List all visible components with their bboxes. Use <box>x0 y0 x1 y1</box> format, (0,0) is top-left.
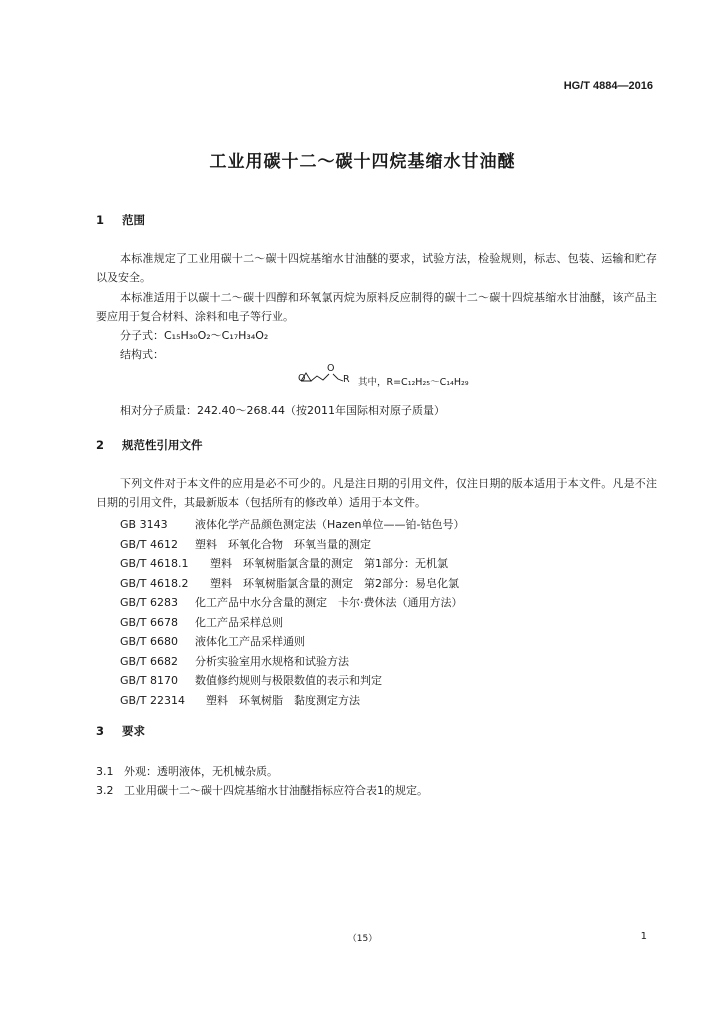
reference-item <box>120 536 371 552</box>
reference-item <box>120 516 465 532</box>
requirement-item <box>96 763 278 779</box>
reference-title: 塑料 环氧树脂氯含量的测定 第2部分：易皂化氯 <box>210 576 459 590</box>
scope-paragraph-1: 本标准规定了工业用碳十二～碳十四烷基缩水甘油醚的要求，试验方法，检验规则，标志、包装、运输和贮存以及安全。 <box>96 252 657 284</box>
reference-code: GB/T 6680 <box>120 635 178 648</box>
section-title: 要求 <box>122 724 145 738</box>
reference-title: 塑料 环氧树脂氯含量的测定 第1部分：无机氯 <box>210 557 448 570</box>
scope-paragraph-2: 本标准适用于以碳十二～碳十四醇和环氧氯丙烷为原料反应制得的碳十二～碳十四烷基缩水甘油醚，该产品主要应用于复合材料、涂料和电子等行业。 <box>96 291 657 323</box>
requirement-item <box>96 782 428 798</box>
reference-item <box>120 614 283 630</box>
requirement-text: 外观：透明液体，无机械杂质。 <box>124 765 278 778</box>
reference-code: GB/T 4618.2 <box>120 576 189 590</box>
r-group-label: R <box>343 374 350 385</box>
reference-code: GB/T 6682 <box>120 654 178 668</box>
requirement-number: 3.2 <box>96 784 114 797</box>
reference-title: 分析实验室用水规格和试验方法 <box>195 654 349 668</box>
reference-code: GB 3143 <box>120 518 168 531</box>
reference-item <box>120 692 360 708</box>
reference-item <box>120 594 463 610</box>
reference-title: 化工产品中水分含量的测定 卡尔·费休法（通用方法） <box>195 596 463 609</box>
section-title: 范围 <box>122 213 145 227</box>
reference-code: GB/T 4612 <box>120 537 178 551</box>
reference-code: GB/T 8170 <box>120 674 178 687</box>
reference-title: 液体化学产品颜色测定法（Hazen单位——铂-钴色号） <box>195 518 465 531</box>
r-group-definition: 其中，R=C₁₂H₂₅～C₁₄H₂₉ <box>358 377 469 388</box>
reference-item <box>120 633 305 649</box>
reference-item <box>120 555 448 571</box>
reference-code: GB/T 4618.1 <box>120 557 189 570</box>
reference-title: 液体化工产品采样通则 <box>195 635 305 648</box>
page-number: 1 <box>640 931 647 942</box>
ether-oxygen-label: O <box>327 363 335 374</box>
document-title: 工业用碳十二～碳十四烷基缩水甘油醚 <box>209 152 516 172</box>
reference-title: 数值修约规则与极限数值的表示和判定 <box>195 674 382 687</box>
section-1-heading <box>96 212 145 228</box>
molecular-formula: 分子式：C₁₅H₃₀O₂～C₁₇H₃₄O₂ <box>120 329 269 342</box>
reference-title: 塑料 环氧树脂 黏度测定方法 <box>206 693 360 707</box>
requirement-number: 3.1 <box>96 765 114 778</box>
relative-molecular-mass: 相对分子质量：242.40～268.44（按2011年国际相对原子质量） <box>120 404 445 417</box>
normative-references-intro: 下列文件对于本文件的应用是必不可少的。凡是注日期的引用文件，仅注日期的版本适用于本文件。凡是不注日期的引用文件，其最新版本（包括所有的修改单）适用于本文件。 <box>96 477 657 509</box>
section-number: 3 <box>96 724 105 738</box>
standard-code: HG/T 4884—2016 <box>563 80 653 92</box>
reference-code: GB/T 6283 <box>120 596 178 609</box>
requirement-text: 工业用碳十二～碳十四烷基缩水甘油醚指标应符合表1的规定。 <box>124 784 428 797</box>
section-number: 1 <box>96 213 105 227</box>
reference-item <box>120 672 382 688</box>
section-3-heading <box>96 723 145 739</box>
reference-item <box>120 653 349 669</box>
reference-code: GB/T 22314 <box>120 693 185 707</box>
reference-item <box>120 575 459 591</box>
section-number: 2 <box>96 438 105 452</box>
reference-title: 化工产品采样总则 <box>195 615 283 629</box>
structure-label: 结构式： <box>120 348 164 361</box>
footer-sequence: （15） <box>347 934 378 944</box>
section-title: 规范性引用文件 <box>122 438 203 452</box>
reference-title: 塑料 环氧化合物 环氧当量的测定 <box>195 537 371 551</box>
reference-code: GB/T 6678 <box>120 615 178 629</box>
section-2-heading <box>96 437 203 453</box>
epoxide-oxygen-label: O <box>298 373 306 384</box>
